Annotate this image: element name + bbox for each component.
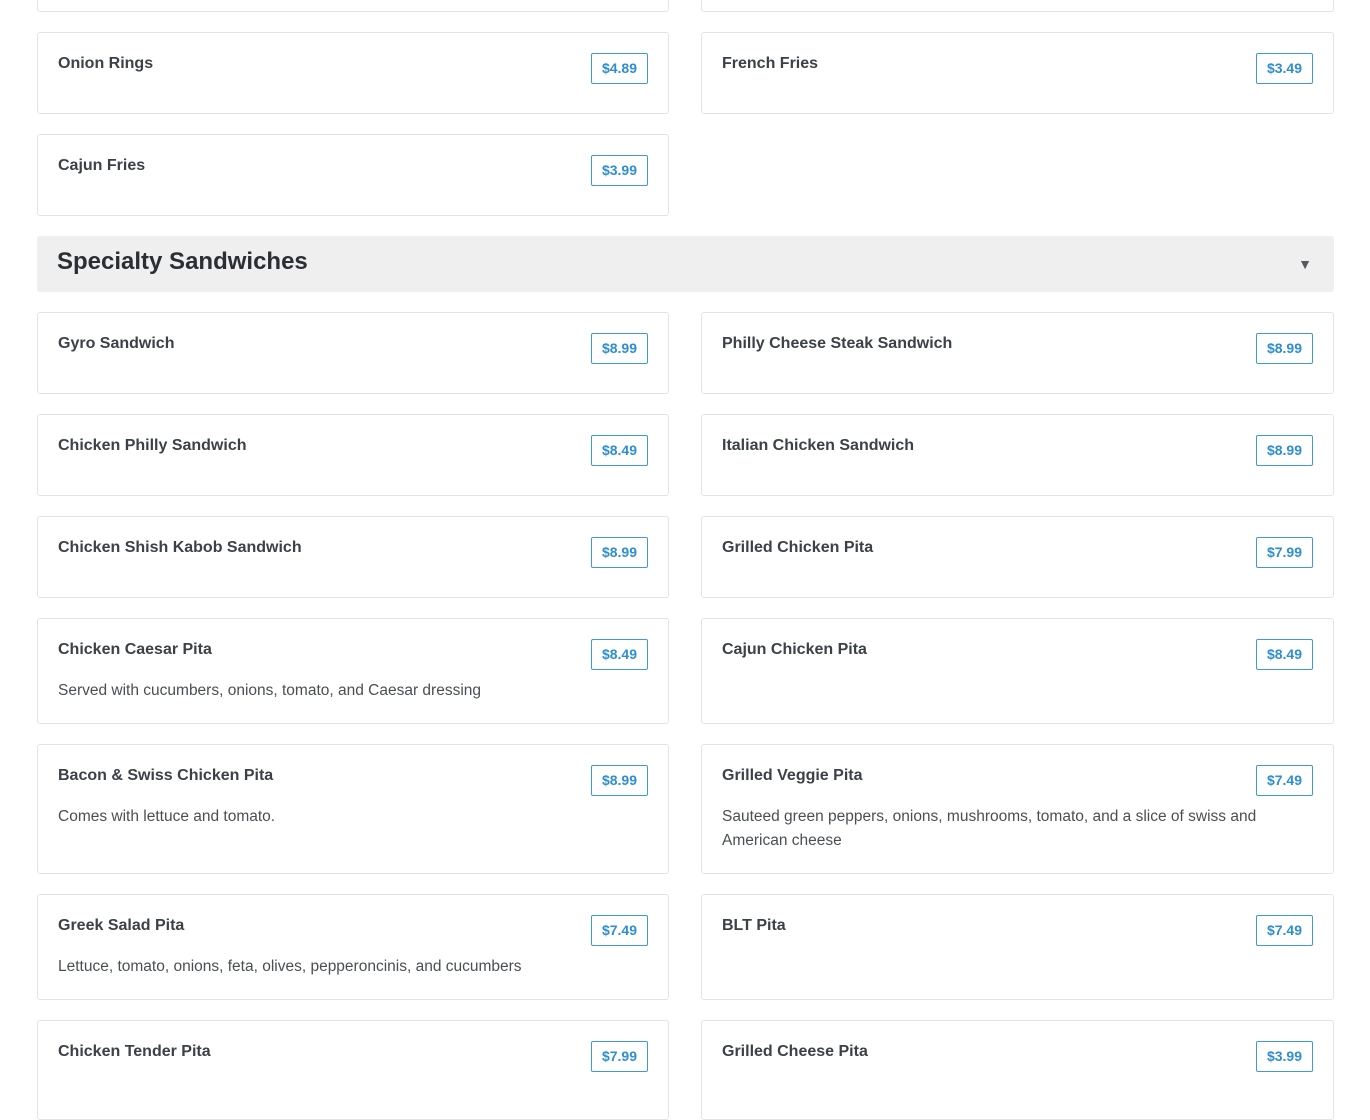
chevron-down-icon[interactable]: ▼ [1298, 256, 1312, 272]
menu-item-card[interactable] [37, 894, 669, 1000]
price-button[interactable]: $3.99 [1256, 1041, 1313, 1072]
price-button[interactable]: $4.89 [591, 53, 648, 84]
menu-item-card[interactable] [701, 32, 1334, 114]
menu-item-card[interactable] [37, 516, 669, 598]
menu-item-card-partial[interactable] [37, 0, 669, 12]
menu-item-name: Onion Rings [58, 55, 154, 72]
menu-item-card[interactable] [701, 414, 1334, 496]
menu-item-card[interactable] [37, 312, 669, 394]
menu-item-name: Greek Salad Pita [58, 917, 185, 934]
price-button[interactable]: $8.99 [1256, 333, 1313, 364]
menu-item-name: Bacon & Swiss Chicken Pita [58, 767, 274, 784]
menu-item-name: Grilled Veggie Pita [722, 767, 863, 784]
menu-item-card[interactable] [701, 1020, 1334, 1120]
menu-item-name: Italian Chicken Sandwich [722, 437, 915, 454]
menu-item-name: Cajun Fries [58, 157, 146, 174]
menu-item-name: Gyro Sandwich [58, 335, 175, 352]
menu-item-description: Lettuce, tomato, onions, feta, olives, pepperoncinis, and cucumbers [58, 958, 522, 975]
menu-item-card[interactable] [37, 32, 669, 114]
section-title: Specialty Sandwiches [57, 248, 308, 275]
price-button[interactable]: $8.49 [591, 639, 648, 670]
menu-item-card-partial[interactable] [701, 0, 1334, 12]
menu-item-name: Cajun Chicken Pita [722, 641, 867, 658]
menu-item-card[interactable] [37, 1020, 669, 1120]
menu-item-card[interactable] [701, 894, 1334, 1000]
price-button[interactable]: $7.99 [1256, 537, 1313, 568]
menu-item-name: BLT Pita [722, 917, 786, 934]
price-button[interactable]: $8.49 [591, 435, 648, 466]
menu-item-card[interactable] [37, 414, 669, 496]
price-button[interactable]: $8.99 [1256, 435, 1313, 466]
menu-item-card[interactable] [701, 312, 1334, 394]
menu-item-name: French Fries [722, 55, 819, 72]
menu-item-name: Chicken Tender Pita [58, 1043, 211, 1060]
price-button[interactable]: $8.99 [591, 537, 648, 568]
price-button[interactable]: $3.49 [1256, 53, 1313, 84]
menu-item-name: Chicken Shish Kabob Sandwich [58, 539, 302, 556]
section-header-specialty-sandwiches[interactable] [37, 236, 1334, 292]
price-button[interactable]: $8.99 [591, 333, 648, 364]
menu-item-description: Comes with lettuce and tomato. [58, 808, 276, 825]
menu-item-card[interactable] [37, 618, 669, 724]
price-button[interactable]: $7.99 [591, 1041, 648, 1072]
price-button[interactable]: $7.49 [1256, 915, 1313, 946]
menu-item-card[interactable] [37, 134, 669, 216]
menu-item-name: Grilled Chicken Pita [722, 539, 874, 556]
price-button[interactable]: $7.49 [591, 915, 648, 946]
price-button[interactable]: $3.99 [591, 155, 648, 186]
menu-item-name: Philly Cheese Steak Sandwich [722, 335, 953, 352]
menu-item-card[interactable] [701, 618, 1334, 724]
menu-item-description: Sauteed green peppers, onions, mushrooms, tomato, and a slice of swiss and American cheese [722, 808, 1257, 849]
menu-item-description: Served with cucumbers, onions, tomato, and Caesar dressing [58, 682, 482, 699]
price-button[interactable]: $8.49 [1256, 639, 1313, 670]
price-button[interactable]: $7.49 [1256, 765, 1313, 796]
menu-item-name: Grilled Cheese Pita [722, 1043, 868, 1060]
menu-item-name: Chicken Caesar Pita [58, 641, 212, 658]
menu-item-card[interactable] [37, 744, 669, 874]
menu-item-card[interactable] [701, 744, 1334, 874]
price-button[interactable]: $8.99 [591, 765, 648, 796]
menu-item-card[interactable] [701, 516, 1334, 598]
menu-item-name: Chicken Philly Sandwich [58, 437, 247, 454]
